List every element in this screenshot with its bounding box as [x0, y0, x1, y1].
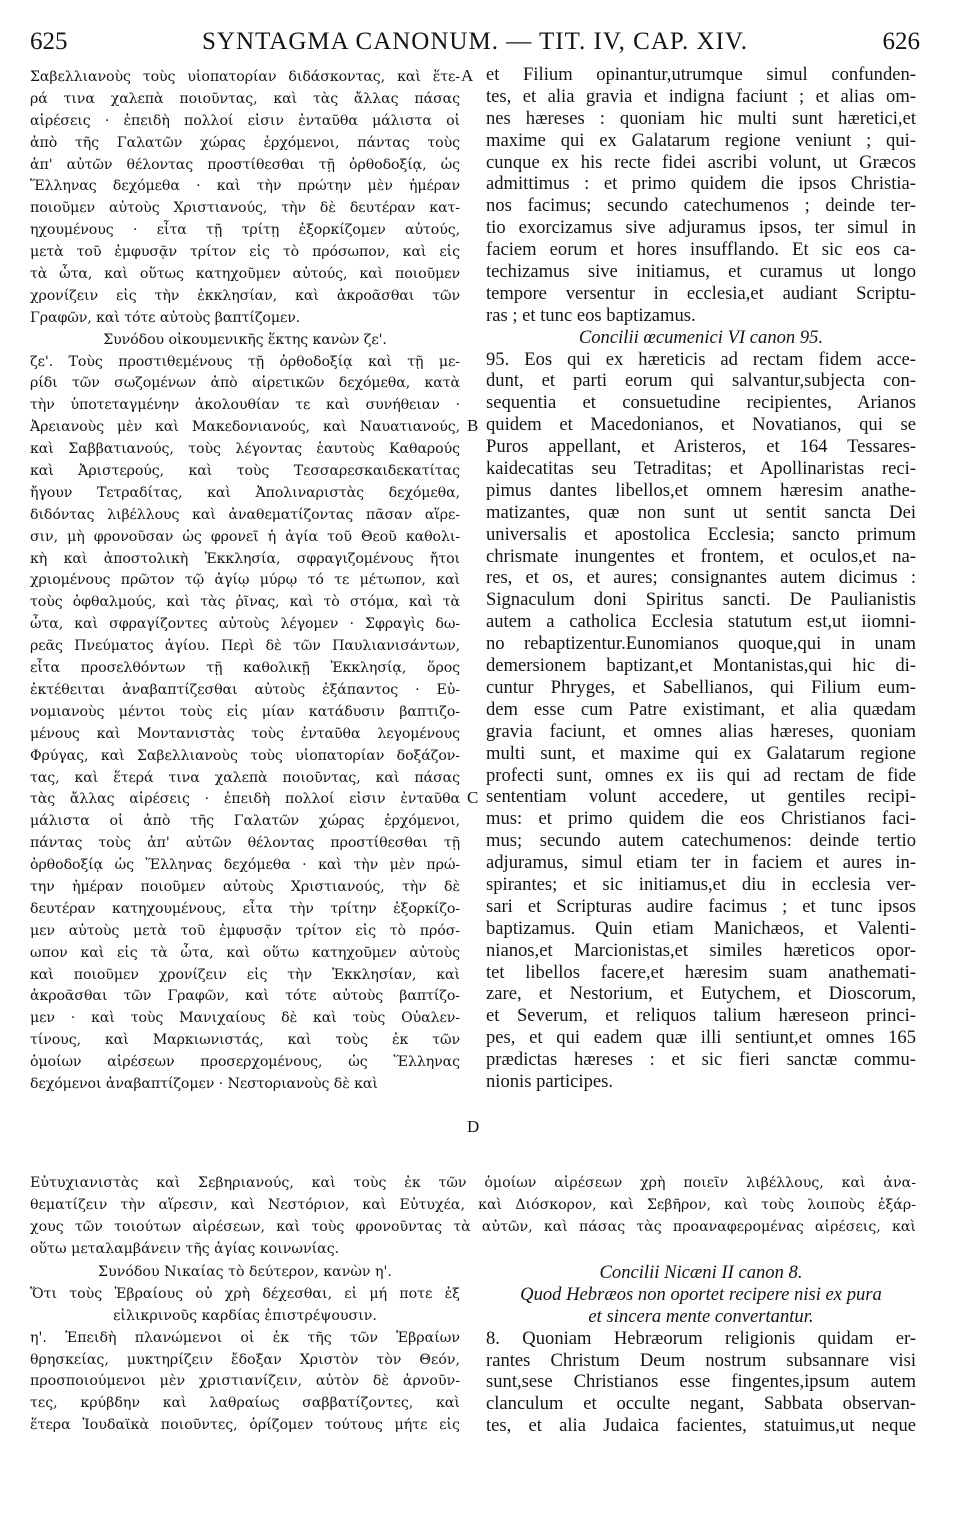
- text-line: σιν, μὴ φρονοῦσαν ὡς φρονεῖ ἡ ἁγία τοῦ Θεοῦ καθολι-: [30, 528, 460, 545]
- text-line: ὁμοίων αἱρέσεων προσερχομένους, ὡς Ἕλληνας: [30, 1054, 460, 1071]
- text-line: ἐκτέθειται ἀναβαπτίζεσθαι αὐτοὺς ἐξάπαντος · Εὐ-: [30, 681, 460, 698]
- text-line: sequentia et consuetudine recipientes, Arianos: [486, 392, 916, 414]
- text-line: την ἡμέραν ποιοῦμεν αὐτοὺς Χριστιανούς, τὴν δὲ: [30, 878, 460, 895]
- text-line: ρεᾶς Πνεύματος ἁγίου. Περὶ δὲ τῶν Παυλιανισάντων,: [30, 638, 460, 655]
- text-line: δευτέραν κατηχουμένους, εἶτα τὴν τρίτην ἐξορκίζο-: [30, 900, 460, 917]
- text-line: ζε'. Τοὺς προστιθεμένους τῇ ὀρθοδοξίᾳ καὶ τῇ με-: [30, 353, 460, 370]
- margin-marker-b: B: [467, 416, 479, 435]
- text-line: πάντας τοὺς ἀπ' αὐτῶν θέλοντας προστίθεσθαι τῇ: [30, 835, 460, 852]
- text-line: et Severum, et reliquos talium hæreseon princi-: [486, 1005, 916, 1027]
- text-line: zare, et Nestorium, et Eutychem, et Dioscorum,: [486, 983, 916, 1005]
- latin-column-nicaea: [486, 1262, 916, 1437]
- text-line: καὶ Σαββατιανούς, τοὺς λέγοντας ἑαυτοὺς Καθαρούς: [30, 441, 460, 458]
- text-line: matizantes, quæ non sunt ut sentit sancta Dei: [486, 501, 916, 523]
- full-width-greek-paragraph: [30, 1173, 916, 1261]
- text-line: Ἕλληνας δεχόμεθα · καὶ τὴν πρώτην μὲν ἡμέραν: [30, 178, 460, 195]
- greek-column-nicaea: [30, 1262, 460, 1437]
- text-line: chrismate inungentes et frontem, et oculos,et na-: [486, 545, 916, 567]
- text-line: ἀπὸ τῆς Γαλατῶν χώρας ἐρχόμενοι, πάντας τοὺς: [30, 134, 460, 151]
- text-line: quidem et Macedonianos, et Novatianos, qui se: [486, 414, 916, 436]
- text-line: multi sunt, et maxime qui ex Galatarum regione: [486, 742, 916, 764]
- text-line: θεματίζειν τὴν αἵρεσιν, καὶ Νεστόριον, καὶ Εὐτυχέα, καὶ Διόσκορον, καὶ Σεβῆρον, καὶ τοὺς λοιποὺς ἐξάρ-: [30, 1196, 916, 1213]
- text-line: tet libellos facere,et hæresim suam anathemati-: [486, 961, 916, 983]
- text-line: res, et os, et aures; consignantes autem dicimus :: [486, 567, 916, 589]
- text-line: sunt,sese Christianos esse fingentes,ipsum autem: [486, 1371, 916, 1393]
- text-line: Ἀρειανοὺς μὲν καὶ Μακεδονιανούς, καὶ Ναυατιανούς,: [30, 419, 460, 436]
- text-line: οὕτω μεταλαμβάνειν τῆς ἁγίας κοινωνίας.: [30, 1240, 340, 1257]
- text-line: gravia faciunt, et omnes alias hæreses, quoniam: [486, 720, 916, 742]
- text-line: 95. Eos qui ex hæreticis ad rectam fidem acce-: [486, 348, 916, 370]
- text-line: pimus dantes libellos,et omnem hæresim anathe-: [486, 479, 916, 501]
- text-line: αἱρέσεις · ἐπειδὴ πολλοί εἰσιν ἐνταῦθα μάλιστα οἱ: [30, 112, 460, 129]
- text-line: χρονίζειν εἰς τὴν ἐκκλησίαν, καὶ ἀκροᾶσθαι τῶν: [30, 287, 460, 304]
- text-line: εἶτα προσελθόντων τῇ καθολικῇ Ἐκκλησίᾳ, ὅρος: [30, 660, 460, 677]
- text-line: καὶ ποιοῦμεν χρονίζειν εἰς τὴν Ἐκκλησίαν, καὶ: [30, 966, 460, 983]
- text-line: τὰς ἄλλας αἱρέσεις · ἐπειδὴ πολλοί εἰσιν ἐνταῦθα: [30, 791, 460, 808]
- text-line: cunque ex his recte fidei ascribi volunt, ut Græcos: [486, 151, 916, 173]
- text-line: καὶ Ἀριστερούς, καὶ τοὺς Τεσσαρεσκαιδεκατίτας: [30, 463, 460, 480]
- text-line: διδόντας λιβέλλους καὶ ἀναθεματίζοντας πᾶσαν αἵρε-: [30, 506, 460, 523]
- text-line: cuntur Phryges, et Sabellianos, qui Filium eum-: [486, 676, 916, 698]
- text-line: profecti sunt, omnes ex iis qui ad rectam de fide: [486, 764, 916, 786]
- text-line: ras ; et tunc eos baptizamus.: [486, 304, 696, 326]
- text-line: μεν · καὶ τοὺς Μανιχαίους δὲ καὶ τοὺς Οὐαλεν-: [30, 1010, 460, 1027]
- text-line: autem a catholica Ecclesia statutum est,ut iiomni-: [486, 611, 916, 633]
- text-line: dunt, et parti eorum qui salvantur,subjecta con-: [486, 370, 916, 392]
- text-line: τίνους, καὶ Μαρκιωνιστάς, καὶ τοὺς ἐκ τῶν: [30, 1032, 460, 1049]
- text-line: θρησκείας, μυκτηρίζειν ἔδοξαν Χριστὸν τὸν Θεόν,: [30, 1351, 460, 1368]
- text-line: Concilii Nicæni II canon 8.: [599, 1262, 803, 1283]
- text-line: ρίδι τῶν σωζομένων ἀπὸ αἱρετικῶν δεχόμεθα, κατὰ: [30, 375, 460, 392]
- text-line: clanculum et occulte negant, Sabbata observan-: [486, 1393, 916, 1415]
- text-line: nos facimus; secundo catechumenos ; deinde ter-: [486, 195, 916, 217]
- text-line: ἀπ' αὐτῶν θέλοντας προστίθεσθαι τῇ ὀρθοδοξίᾳ, ὡς: [30, 156, 460, 173]
- text-line: ἕτερα Ἰουδαϊκὰ ποιοῦντες, ὁρίζομεν τούτους μήτε εἰς: [30, 1417, 460, 1434]
- text-line: ὀρθοδοξίᾳ ὡς Ἕλληνας δεχόμεθα · καὶ τὴν μὲν πρώ-: [30, 857, 460, 874]
- text-line: nes hæreses : quoniam hic multi sunt hæretici,et: [486, 107, 916, 129]
- text-line: ἀκροᾶσθαι τῶν Γραφῶν, καὶ τότε αὐτοὺς βαπτίζο-: [30, 988, 460, 1005]
- text-line: κὴ καὶ ἀποστολικὴ Ἐκκλησία, σφραγιζομένους ἤτοι: [30, 550, 460, 567]
- text-line: η'. Ἐπειδὴ πλανώμενοι οἱ ἐκ τῆς τῶν Ἑβραίων: [30, 1329, 460, 1346]
- text-line: Εὐτυχιανιστὰς καὶ Σεβηριανούς, καὶ τοὺς ἐκ τῶν ὁμοίων αἱρέσεων χρὴ ποιεῖν λιβέλλους, καὶ ἀνα-: [30, 1175, 916, 1191]
- text-line: nionis participes.: [486, 1070, 614, 1092]
- greek-column: [30, 67, 460, 1096]
- text-line: Ὅτι τοὺς Ἑβραίους οὐ χρὴ δέχεσθαι, εἰ μή ποτε ἐξ: [30, 1285, 460, 1302]
- text-line: faciem eorum et hores insufflando. Et sic eos ca-: [486, 239, 916, 261]
- text-line: προσποιούμενοι μὲν χριστιανίζειν, αὐτὸν δὲ ἀρνοῦν-: [30, 1373, 460, 1390]
- text-line: sententiam volunt accedere, ut gentiles recipi-: [486, 786, 916, 808]
- text-line: pes, et qui eadem quæ illi sentiunt,et omnes 165: [486, 1027, 916, 1049]
- text-line: χριομένους πρῶτον τῷ ἁγίῳ μύρῳ τό τε μέτωπον, καὶ: [30, 572, 460, 589]
- page-number-left: 625: [30, 28, 68, 55]
- text-line: demersionem baptizant,et Montanistas,qui hic di-: [486, 655, 916, 677]
- text-line: sari et Scripturas audire facimus ; et tunc ipsos: [486, 895, 916, 917]
- text-line: ρά τινα χαλεπὰ ποιοῦντας, καὶ τὰς ἄλλας πάσας: [30, 90, 460, 107]
- text-line: dem esse cum Patre existimant, et alia quædam: [486, 698, 916, 720]
- text-line: εἰλικρινοῦς καρδίας ἐπιστρέψουσιν.: [113, 1307, 377, 1324]
- text-line: ὦτα, καὶ σφραγίζοντες αὐτοὺς λέγομεν · Σφραγὶς δω-: [30, 616, 460, 633]
- text-line: νομιανοὺς μέντοι τοὺς εἰς μίαν κατάδυσιν βαπτιζο-: [30, 703, 460, 720]
- text-line: tempore versentur in ecclesia,et audiant Scriptu-: [486, 282, 916, 304]
- text-line: ποιοῦμεν αὐτοὺς Χριστιανούς, τὴν δὲ δευτέραν κατ-: [30, 200, 460, 217]
- latin-column: [486, 64, 916, 1093]
- text-line: Γραφῶν, καὶ τότε αὐτοὺς βαπτίζομεν.: [30, 309, 301, 326]
- text-line: ωπον καὶ εἰς τὰ ὦτα, καὶ οὕτω κατηχοῦμεν αὐτοὺς: [30, 944, 460, 961]
- text-line: Quod Hebræos non oportet recipere nisi ex pura: [520, 1283, 882, 1305]
- text-line: Συνόδου Νικαίας τὸ δεύτερον, κανὼν η'.: [98, 1264, 392, 1280]
- text-line: μεν αὐτοὺς μετὰ τοῦ ἐμφυσᾷν τρίτον εἰς τὸ πρόσ-: [30, 922, 460, 939]
- text-line: kaidecatitas seu Tetraditas; et Apollinaristas reci-: [486, 458, 916, 480]
- text-line: spirantes; et sic initiamus,et diu in ecclesia ver-: [486, 873, 916, 895]
- text-line: Συνόδου οἰκουμενικῆς ἕκτης κανὼν ζε'.: [103, 331, 387, 348]
- text-line: τας, καὶ ἕτερά τινα χαλεπὰ ποιοῦντας, καὶ πάσας: [30, 769, 460, 786]
- text-line: maxime qui ex Galatarum regione veniunt ; qui-: [486, 129, 916, 151]
- text-line: et Filium opinantur,utrumque simul confunden-: [486, 64, 916, 85]
- margin-marker-c: C: [467, 788, 479, 807]
- text-line: μετὰ τοῦ ἐμφυσᾷν τρίτον εἰς τὸ πρόσωπον, καὶ εἰς: [30, 244, 460, 261]
- text-line: Signaculum doni Spiritus sancti. De Paulianistis: [486, 589, 916, 611]
- text-line: Puros appellant, et Aristeros, et 164 Tessares-: [486, 436, 916, 458]
- text-line: universalis et apostolica Ecclesia; sancto primum: [486, 523, 916, 545]
- text-line: δεχόμενοι ἀναβαπτίζομεν · Νεστοριανοὺς δὲ καὶ: [30, 1075, 378, 1092]
- text-line: no rebaptizentur.Eunomianos quoque,qui in unam: [486, 633, 916, 655]
- text-line: mus: et primo quidem die eos Christianos faci-: [486, 808, 916, 830]
- margin-marker-d: D: [467, 1117, 480, 1136]
- text-line: μάλιστα οἱ ἀπὸ τῆς Γαλατῶν χώρας ἐρχόμενοι,: [30, 813, 460, 830]
- text-line: ἤγουν Τετραδίτας, καὶ Ἀπολιναριστὰς δεχόμεθα,: [30, 484, 460, 501]
- page-number-right: 626: [882, 28, 920, 55]
- text-line: 8. Quoniam Hebræorum religionis quidam er-: [486, 1327, 916, 1349]
- text-line: τὰ ὦτα, καὶ οὕτως κατηχοῦμεν αὐτούς, καὶ ποιοῦμεν: [30, 266, 460, 283]
- margin-marker-a: A: [461, 66, 474, 85]
- text-line: adjuramus, simul etiam ter in faciem et aures in-: [486, 852, 916, 874]
- running-title: SYNTAGMA CANONUM. — TIT. IV, CAP. XIV.: [201, 28, 748, 55]
- text-line: τοὺς ὀφθαλμούς, καὶ τὰς ῥῖνας, καὶ τὸ στόμα, καὶ τὰ: [30, 594, 460, 611]
- text-line: Σαβελλιανοὺς τοὺς υἱοπατορίαν διδάσκοντας, καὶ ἕτε-: [30, 69, 460, 85]
- text-line: χους τῶν τοιούτων αἱρέσεων, καὶ τοὺς φρονοῦντας τὰ αὐτῶν, καὶ πάσας τὰς προαναφερομένας αἱρέσεις, καὶ: [30, 1218, 916, 1235]
- text-line: τὴν ὑποτεταγμένην ἀκολουθίαν τε καὶ συνήθειαν ·: [30, 397, 460, 414]
- running-header: [30, 18, 920, 58]
- text-line: tes, et alia gravia et indigna faciunt ; et alias om-: [486, 85, 916, 107]
- text-line: ηχουμένους · εἶτα τῇ τρίτῃ ἐξορκίζομεν αὐτούς,: [30, 222, 460, 239]
- text-line: tes, et alia Judaica facientes, statuimus,ut neque: [486, 1415, 916, 1437]
- text-line: baptizamus. Quin etiam Manichæos, et Valenti-: [486, 917, 916, 939]
- text-line: Concilii œcumenici VI canon 95.: [578, 326, 824, 348]
- text-line: techizamus sive initiamus, et curamus ut longo: [486, 261, 916, 283]
- text-line: τες, κρύβδην καὶ λαθραίως σαββατίζοντες, καὶ: [30, 1395, 460, 1412]
- text-line: μένους καὶ Μοντανιστὰς τοὺς ἐνταῦθα λεγομένους: [30, 725, 460, 742]
- text-line: mus; secundo autem catechumenos: deinde tertio: [486, 830, 916, 852]
- text-line: et sincera mente convertantur.: [588, 1305, 814, 1327]
- text-line: prædictas hæreses : et sic fieri sanctæ commu-: [486, 1049, 916, 1071]
- text-line: admittimus : et primo quidem die ipsos Christia-: [486, 173, 916, 195]
- text-line: Φρύγας, καὶ Σαβελλιανοὺς τοὺς υἱοπατορίαν δοξάζον-: [30, 747, 460, 764]
- text-line: nianos,et Marcionistas,et similes hæreticos opor-: [486, 939, 916, 961]
- text-line: tio exorcizamus sive adjuramus ipsos, ter simul in: [486, 217, 916, 239]
- text-line: rantes Christum Deum nostrum subsannare visi: [486, 1349, 916, 1371]
